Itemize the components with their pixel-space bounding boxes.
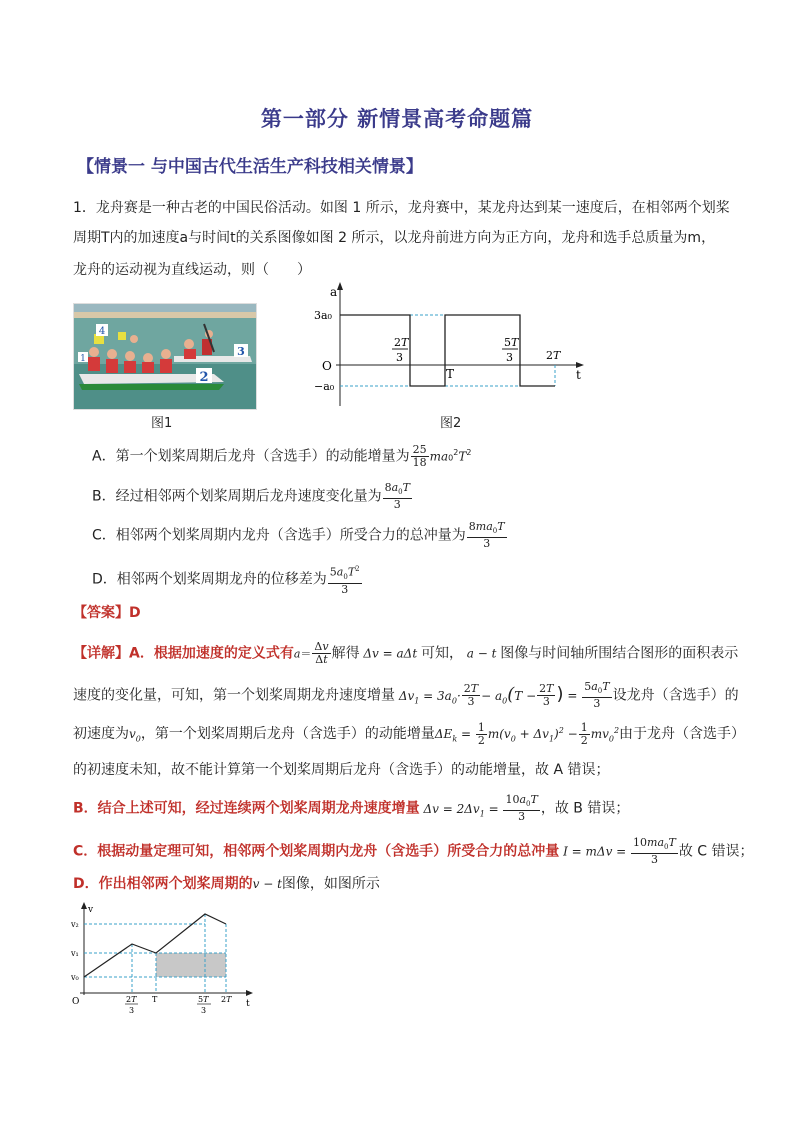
svg-text:2T: 2T (221, 995, 232, 1004)
svg-text:3: 3 (396, 351, 403, 364)
option-d-text: D．相邻两个划桨周期龙舟的位移差为 (92, 571, 327, 588)
velocity-time-graph (70, 900, 260, 1018)
svg-text:3: 3 (506, 351, 513, 364)
question-line-1: 1．龙舟赛是一种古老的中国民俗活动。如图 1 所示，龙舟赛中，某龙舟达到某一速度后，在相邻两个划桨 (73, 200, 730, 216)
answer-label: 【答案】 (73, 605, 129, 621)
detail-label: 【详解】 (73, 645, 129, 662)
option-c-text: C．相邻两个划桨周期内龙舟（含选手）所受合力的总冲量为 (92, 527, 466, 544)
boat-number-2: 2 (199, 370, 209, 385)
boat-number-4: 4 (98, 326, 106, 337)
boat-number-1: 1 (80, 354, 86, 364)
t-axis-label: t (576, 368, 581, 382)
option-a[interactable]: A．第一个划桨周期后龙舟（含选手）的动能增量为 $\frac{25}{18}$ $ma0^2T^2$ (92, 443, 472, 470)
boat-number-3: 3 (237, 345, 245, 358)
figure-1-caption: 图1 (151, 416, 173, 431)
section-heading: 【情景一 与中国古代生活生产科技相关情景】 (77, 157, 423, 177)
origin-label-v: O (72, 997, 80, 1007)
a-bottom-label: −a₀ (314, 380, 335, 393)
detail-line-4: 的初速度未知，故不能计算第一个划桨周期后龙舟（含选手）的动能增量，故 A 错误； (73, 762, 610, 778)
origin-label: O (322, 359, 332, 373)
svg-text:2T: 2T (394, 336, 409, 349)
svg-text:3: 3 (129, 1006, 135, 1015)
a-top-label: 3a₀ (314, 309, 332, 322)
acceleration-time-graph (300, 282, 590, 412)
detail-line-3: 初速度为$v_0$，第一个划桨周期后龙舟（含选手）的动能增量$\Delta E_k$ = $\frac{1}{2}$ $m(v_0 + \Delta v_1)^2$ − $\frac{1}{2}$ $mv_0^2$由于龙舟（含选手） (73, 720, 746, 747)
detail-line-1: 【详解】A．根据加速度的定义式有a＝ $\frac{\Delta v}{\Delta t}$ 解得 Δv = aΔt 可知， a − t 图像与时间轴所围结合图形的面积表示 (73, 640, 739, 666)
detail-line-c: C．根据动量定理可知，相邻两个划桨周期内龙舟（含选手）所受合力的总冲量 I = mΔv = $\frac{10ma_0T}{3}$ 故 C 错误； (73, 836, 754, 867)
v0-label: v₀ (71, 973, 79, 982)
svg-text:5T: 5T (198, 995, 209, 1004)
t-tick-T: T (446, 367, 455, 381)
option-b[interactable]: B．经过相邻两个划桨周期后龙舟速度变化量为 $\frac{8a_0T}{3}$ (92, 481, 410, 512)
option-d[interactable]: D．相邻两个划桨周期龙舟的位移差为 $\frac{5a_0T^2}{3}$ (92, 565, 360, 596)
t-axis-label-v: t (246, 999, 250, 1009)
option-a-text: A．第一个划桨周期后龙舟（含选手）的动能增量为 (92, 448, 410, 465)
figure-2-caption: 图2 (440, 416, 462, 431)
question-line-3: 龙舟的运动视为直线运动，则（ ） (73, 262, 311, 278)
v2-label: v₂ (71, 920, 79, 929)
option-b-text: B．经过相邻两个划桨周期后龙舟速度变化量为 (92, 488, 382, 505)
answer-value: D (129, 605, 141, 621)
v1-label: v₁ (71, 949, 79, 958)
answer (73, 603, 141, 623)
option-c[interactable]: C．相邻两个划桨周期内龙舟（含选手）所受合力的总冲量为 $\frac{8ma_0T}{3}$ (92, 520, 505, 551)
dragon-boat-photo (73, 303, 257, 410)
svg-text:2T: 2T (546, 349, 561, 362)
svg-text:5T: 5T (504, 336, 519, 349)
v-graph-T-tick: T (152, 995, 158, 1004)
page-title: 第一部分 新情景高考命题篇 (260, 107, 534, 131)
detail-line-b: B．结合上述可知，经过连续两个划桨周期龙舟速度增量 $\Delta v = 2\Delta v_1$ = $\frac{10a_0T}{3}$ ，故 B 错误； (73, 793, 630, 824)
question-line-2: 周期T内的加速度a与时间t的关系图像如图 2 所示，以龙舟前进方向为正方向，龙舟和选手总质量为m， (73, 230, 716, 246)
detail-line-d: D．作出相邻两个划桨周期的v − t图像，如图所示 (73, 876, 380, 892)
a-axis-label: a (330, 285, 338, 299)
v-axis-label: v (88, 905, 94, 915)
svg-text:3: 3 (201, 1006, 207, 1015)
svg-text:2T: 2T (126, 995, 137, 1004)
detail-line-2: 速度的变化量，可知，第一个划桨周期龙舟速度增量 $\Delta v_1 = 3a_0\cdot$ $\frac{2T}{3}$ − $a_0(T$ − $\frac{2T}{3}$ ) = $\frac{5a_0T}{3}$ 设龙舟（含选手）的 (73, 680, 739, 711)
